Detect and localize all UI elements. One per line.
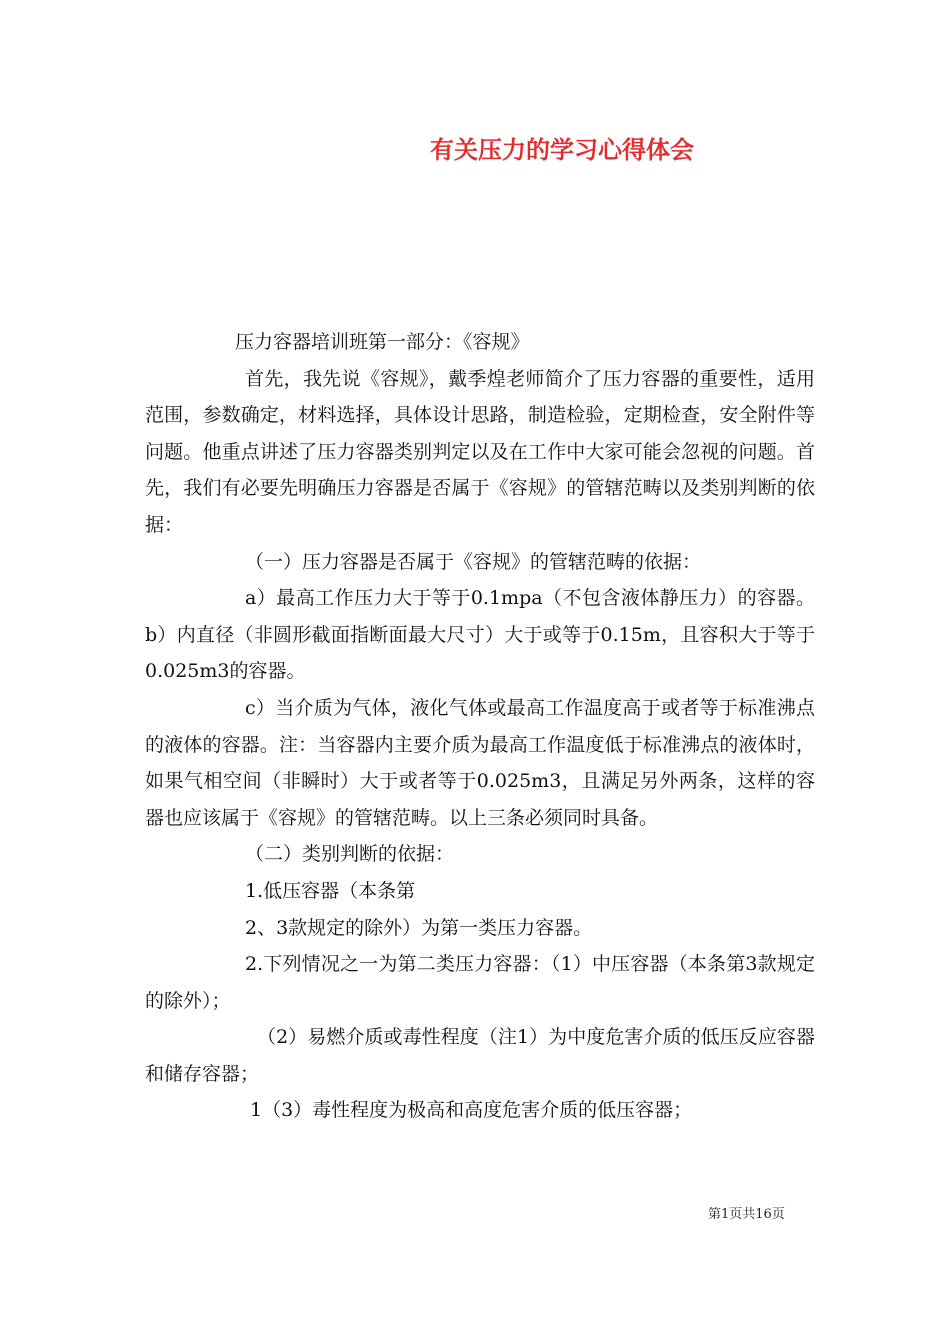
paragraph: 首先，我先说《容规》，戴季煌老师简介了压力容器的重要性，适用范围，参数确定，材料选择，具体设计思路，制造检验，定期检查，安全附件等问题。他重点讲述了压力容器类别判定以及在工作中大家可能会忽视的问题。首先，我们有必要先明确压力容器是否属于《容规》的管辖范畴以及类别判断的依据： xyxy=(145,367,815,536)
paragraph: （二）类别判断的依据： xyxy=(245,843,455,866)
paragraph: 2.下列情况之一为第二类压力容器：（1）中压容器（本条第3款规定的除外）； xyxy=(145,953,815,1012)
document-title: 有关压力的学习心得体会 xyxy=(430,135,694,164)
document-body xyxy=(145,324,815,1129)
paragraph: a）最高工作压力大于等于0.1mpa（不包含液体静压力）的容器。b）内直径（非圆形截面指断面最大尺寸）大于或等于0.15m，且容积大于等于0.025m3的容器。 xyxy=(145,587,815,683)
paragraph: 2、3款规定的除外）为第一类压力容器。 xyxy=(245,916,593,939)
page-number: 第1页共16页 xyxy=(708,1207,785,1222)
paragraph: 1（3）毒性程度为极高和高度危害介质的低压容器； xyxy=(250,1099,693,1122)
paragraph: 压力容器培训班第一部分：《容规》 xyxy=(235,331,530,353)
paragraph: c）当介质为气体，液化气体或最高工作温度高于或者等于标准沸点的液体的容器。注：当容器内主要介质为最高工作温度低于标准沸点的液体时，如果气相空间（非瞬时）大于或者等于0.025m3，且满足另外两条，这样的容器也应该属于《容规》的管辖范畴。以上三条必须同时具备。 xyxy=(145,696,815,829)
paragraph: 1.低压容器（本条第 xyxy=(245,879,416,902)
paragraph: （2）易燃介质或毒性程度（注1）为中度危害介质的低压反应容器和储存容器； xyxy=(145,1026,815,1085)
paragraph: （一）压力容器是否属于《容规》的管辖范畴的依据： xyxy=(245,550,702,573)
